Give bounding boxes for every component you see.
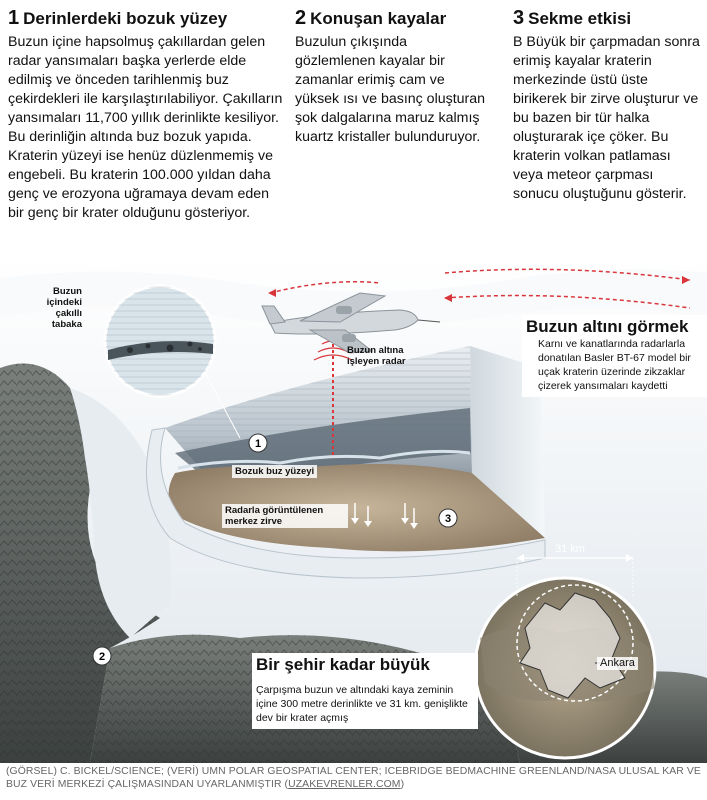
credits-footer [6, 765, 706, 791]
column-3-text: B Büyük bir çarpmadan sonra erimiş kayalar kraterin merkezinde üstü üste birikerek bir zirve oluşturur ve bu bazen bir tür halka oluşturarak içe çöker. Bu kraterin volkan patlaması veya meteor çarpması sonucu oluştuğunu gösterir. [513, 34, 700, 202]
gravel-magnifier [105, 286, 215, 396]
column-3-number: 3 [513, 7, 525, 29]
column-2-heading [295, 8, 490, 29]
plane-info-title: Buzun altını görmek [526, 317, 689, 336]
column-1-number: 1 [8, 7, 20, 29]
column-3 [513, 8, 701, 204]
marker-1-label: 1 [254, 438, 262, 450]
crater-illustration [0, 258, 707, 763]
column-1-heading [8, 8, 284, 29]
source-link[interactable]: UZAKEVRENLER.COM [288, 779, 401, 790]
column-2-number: 2 [295, 7, 307, 29]
marker-2-label: 2 [98, 651, 106, 663]
credits-suffix: ) [400, 779, 405, 790]
column-2-title: Konuşan kayalar [310, 9, 447, 28]
column-1-text: Buzun içine hapsolmuş çakıllardan gelen radar yansımaları başka yerlerde elde edilmiş ve önceden tarihlenmiş buz çekirdekleri ile karşılaştırılabiliyor. Çakılların yansımaları 11,700 yıllık derinlikte kesiliyor. Bu derinliğin altında buz bozuk yapıda. Kraterin yüzeyi ise henüz düzlenmemiş ve engebeli. Bu kraterin 100.000 yıldan daha genç ve erozyona uğramaya devam eden bir genç bir krater olduğunu gösteriyor. [8, 34, 283, 221]
credits-text: (GÖRSEL) C. BICKEL/SCIENCE; (VERİ) UMN POLAR GEOSPATIAL CENTER; ICEBRIDGE BEDMACHINE GREENLAND/NASA ULUSAL KAR VE BUZ VERİ MERKEZİ ÇALIŞMASINDAN UYARLANMIŞTIR ( [6, 766, 701, 790]
size-info-box [252, 653, 478, 729]
column-2-text: Buzulun çıkışında gözlemlenen kayalar bir zamanlar erimiş cam ve yüksek ısı ve basınç oluşturan şok dalgalarına maruz kalmış kuartz kristaller bulunduruyor. [295, 34, 486, 145]
marker-3 [439, 509, 457, 527]
marker-1 [249, 434, 267, 452]
broken-ice-surface-label: Bozuk buz yüzeyi [232, 465, 317, 478]
column-1 [8, 8, 284, 223]
ankara-label: Ankara [597, 657, 638, 670]
radar-label: Buzun altına işleyen radar [347, 345, 406, 367]
size-info-text: Çarpışma buzun ve altındaki kaya zeminin içine 300 metre derinlikte ve 31 km. genişlikte dev bir krater açmış [256, 684, 468, 724]
marker-2 [93, 647, 111, 665]
size-info-title: Bir şehir kadar büyük [256, 655, 430, 674]
gravel-layer-label: Buzun içindeki çakıllı tabaka [46, 286, 82, 330]
column-2 [295, 8, 490, 147]
marker-3-label: 3 [444, 513, 452, 525]
plane-info-box [522, 315, 707, 397]
plane-info-text: Karnı ve kanatlarında radarlarla donatılan Basler BT-67 model bir uçak kraterin üzerinde zikzaklar çizerek yansımaları kaydetti [538, 338, 691, 392]
column-3-heading [513, 8, 701, 29]
scale-label: 31 km [555, 543, 585, 555]
central-peak-label: Radarla görüntülenen merkez zirve [222, 504, 348, 528]
column-1-title: Derinlerdeki bozuk yüzey [23, 9, 228, 28]
column-3-title: Sekme etkisi [528, 9, 632, 28]
